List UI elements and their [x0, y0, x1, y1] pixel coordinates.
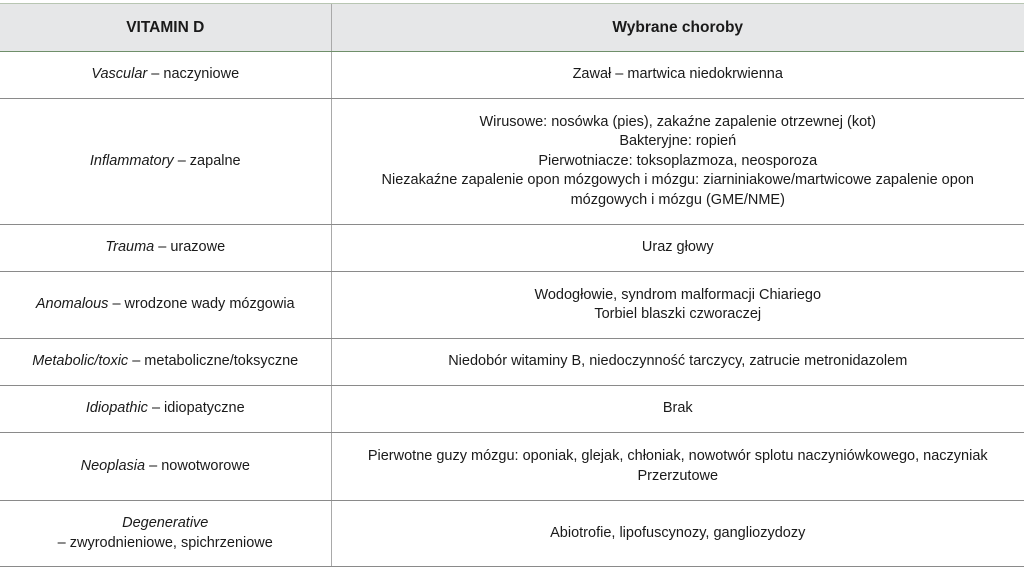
category-desc: – urazowe — [158, 239, 226, 256]
category-name: Trauma — [105, 239, 155, 256]
category-cell — [0, 501, 331, 567]
diseases-cell — [331, 52, 1024, 99]
category-cell — [0, 225, 331, 272]
disease-line: Torbiel blaszki czworaczej — [594, 306, 762, 322]
table-row — [0, 52, 1024, 99]
disease-line: Wirusowe: nosówka (pies), zakaźne zapalenie otrzewnej (kot) — [479, 113, 876, 130]
category-cell — [0, 52, 331, 99]
header-selected-diseases: Wybrane choroby — [331, 4, 1024, 52]
disease-line: Zawał – martwica niedokrwienna — [572, 66, 783, 83]
disease-line: Pierwotniacze: toksoplazmoza, neosporoza — [538, 152, 818, 169]
category-name: Metabolic/toxic — [32, 353, 129, 370]
category-name: Neoplasia — [80, 457, 146, 474]
header-vitamin-d: VITAMIN D — [0, 4, 331, 52]
category-name: Degenerative — [122, 515, 209, 531]
category-desc: – nowotworowe — [149, 457, 250, 474]
table-row — [0, 501, 1024, 567]
table-row — [0, 386, 1024, 433]
diseases-cell — [331, 433, 1024, 501]
disease-line: Przerzutowe — [637, 467, 719, 484]
disease-line: Niedobór witaminy B, niedoczynność tarczycy, zatrucie metronidazolem — [448, 353, 908, 370]
table-row — [0, 99, 1024, 225]
category-desc: – zapalne — [177, 152, 241, 169]
category-name: Inflammatory — [89, 152, 174, 169]
diseases-cell — [331, 99, 1024, 225]
category-name: Anomalous — [35, 296, 109, 313]
diseases-cell — [331, 386, 1024, 433]
category-cell — [0, 272, 331, 339]
category-name: Vascular — [91, 66, 148, 83]
category-desc: – zwyrodnieniowe, spichrzeniowe — [57, 534, 273, 551]
diseases-cell — [331, 339, 1024, 386]
disease-line: Uraz głowy — [641, 239, 714, 256]
category-desc: – wrodzone wady mózgowia — [112, 296, 295, 313]
category-desc: – idiopatyczne — [151, 400, 245, 417]
category-cell — [0, 99, 331, 225]
disease-line: Pierwotne guzy mózgu: oponiak, glejak, chłoniak, nowotwór splotu naczyniówkowego, naczyniak — [367, 448, 988, 464]
disease-line: Abiotrofie, lipofuscynozy, gangliozydozy — [550, 524, 806, 541]
disease-line: Brak — [662, 400, 693, 417]
category-name: Idiopathic — [85, 400, 148, 417]
table-row — [0, 339, 1024, 386]
vitamin-d-table — [0, 3, 1024, 567]
diseases-cell — [331, 272, 1024, 339]
table-row — [0, 433, 1024, 501]
table-row — [0, 272, 1024, 339]
header-row — [0, 4, 1024, 52]
disease-line: Bakteryjne: ropień — [619, 133, 737, 150]
disease-line: Wodogłowie, syndrom malformacji Chiariego — [534, 286, 822, 303]
category-desc: – metaboliczne/toksyczne — [132, 353, 299, 370]
category-desc: – naczyniowe — [151, 66, 240, 83]
category-cell — [0, 339, 331, 386]
disease-line: Niezakaźne zapalenie opon mózgowych i mózgu: ziarniniakowe/martwicowe zapalenie opon — [381, 172, 974, 189]
diseases-cell — [331, 225, 1024, 272]
category-cell — [0, 433, 331, 501]
diseases-cell — [331, 501, 1024, 567]
table-row — [0, 225, 1024, 272]
category-cell — [0, 386, 331, 433]
disease-line: mózgowych i mózgu (GME/NME) — [570, 191, 785, 208]
